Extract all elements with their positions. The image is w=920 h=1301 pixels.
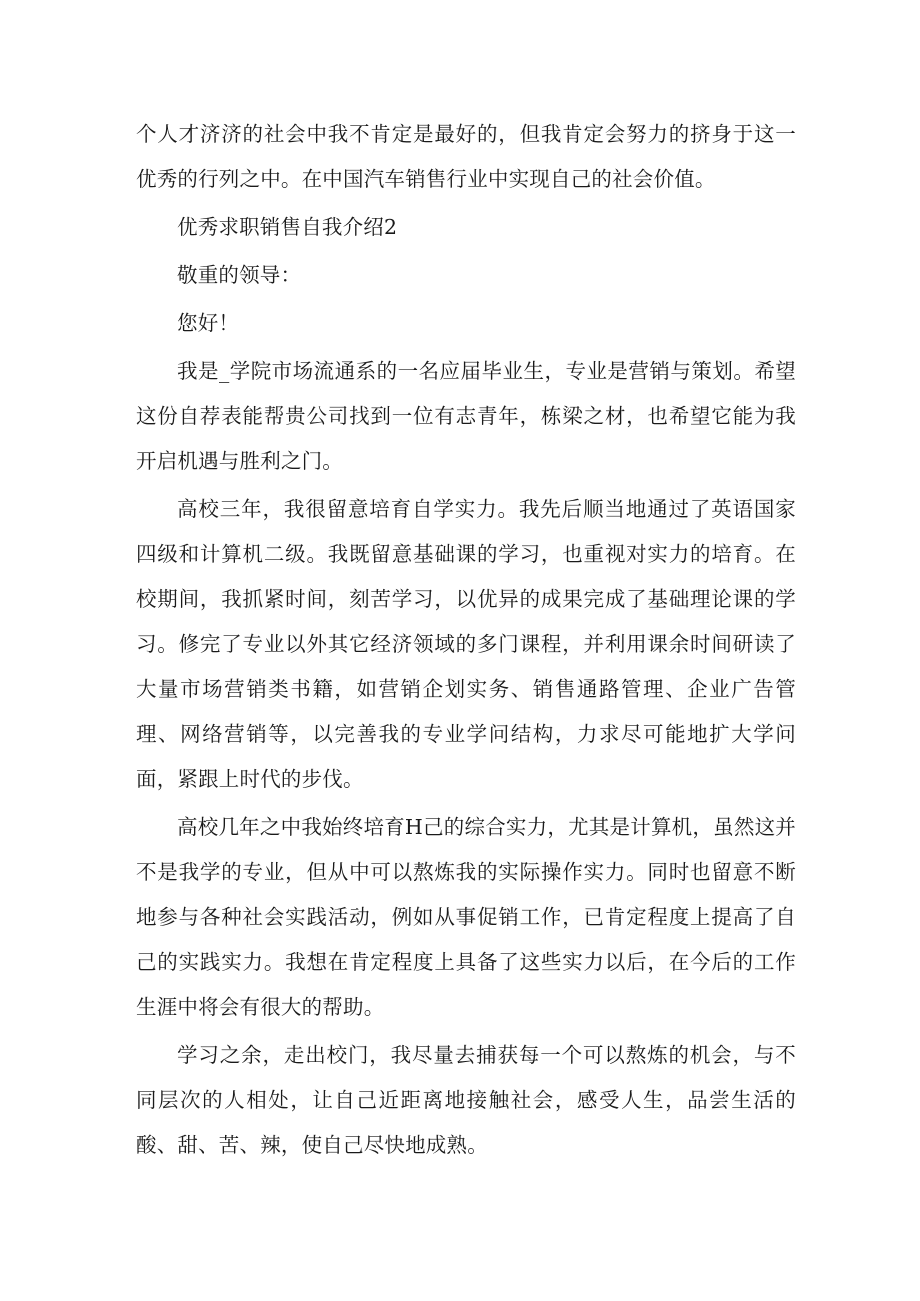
document-body — [136, 112, 796, 1168]
paragraph-continuation: 个人才济济的社会中我不肯定是最好的，但我肯定会努力的挤身于这一优秀的行列之中。在中国汽车销售行业中实现自己的社会价值。 — [136, 122, 796, 191]
paragraph-practice: 学习之余，走出校门，我尽量去捕获每一个可以熬炼的机会，与不同层次的人相处，让自己近距离地接触社会，感受人生，品尝生活的酸、甜、苦、辣，使自己尽快地成熟。 — [136, 1043, 796, 1157]
section-heading: 优秀求职销售自我介绍2 — [177, 215, 398, 239]
paragraph-introduction: 我是_学院市场流通系的一名应届毕业生，专业是营销与策划。希望这份自荐表能帮贵公司找到一位有志青年，栋梁之材，也希望它能为我开启机遇与胜利之门。 — [136, 359, 796, 473]
salutation: 敬重的领导： — [177, 263, 302, 287]
paragraph-study: 高校三年，我很留意培育自学实力。我先后顺当地通过了英语国家四级和计算机二级。我既留意基础课的学习，也重视对实力的培育。在校期间，我抓紧时间，刻苦学习，以优异的成果完成了基础理论课的学习。修完了专业以外其它经济领域的多门课程，并利用课余时间研读了大量市场营销类书籍，如营销企划实务、销售通路管理、企业广告管理、网络营销等，以完善我的专业学问结构，力求尽可能地扩大学问面，紧跟上时代的步伐。 — [136, 497, 796, 791]
paragraph-skills: 高校几年之中我始终培育H己的综合实力，尤其是计算机，虽然这并不是我学的专业，但从中可以熬炼我的实际操作实力。同时也留意不断地参与各种社会实践活动，例如从事促销工作，已肯定程度上提高了自己的实践实力。我想在肯定程度上具备了这些实力以后，在今后的工作生涯中将会有很大的帮助。 — [136, 815, 796, 1019]
greeting: 您好！ — [177, 311, 240, 335]
